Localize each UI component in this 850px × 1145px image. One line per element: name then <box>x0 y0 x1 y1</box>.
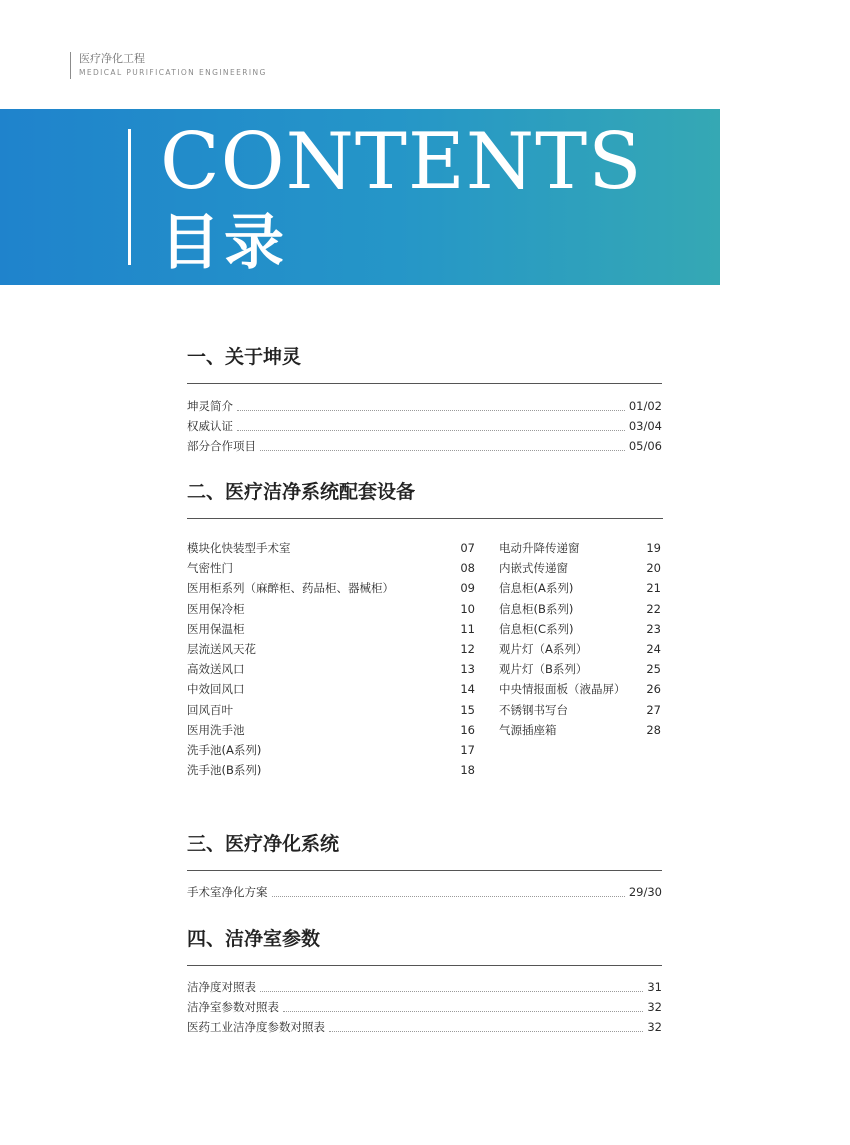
toc-row-page: 16 <box>460 722 475 737</box>
toc-row-label: 医用柜系列（麻醉柜、药品柜、器械柜） <box>187 581 394 596</box>
toc-row-label: 内嵌式传递窗 <box>499 561 568 576</box>
dot-leader <box>237 430 625 431</box>
toc-row-label: 回风百叶 <box>187 702 233 717</box>
toc-row[interactable] <box>499 720 661 740</box>
contents-banner <box>0 109 720 285</box>
toc-row-page: 28 <box>646 722 661 737</box>
toc-row-label: 层流送风天花 <box>187 642 256 657</box>
toc-row-page: 22 <box>646 601 661 616</box>
toc-row-page: 07 <box>460 541 475 556</box>
brand-name-en: MEDICAL PURIFICATION ENGINEERING <box>79 68 267 77</box>
toc-row-label: 洗手池(B系列) <box>187 763 262 778</box>
toc-list-equipment-left <box>187 538 475 780</box>
toc-row[interactable] <box>499 599 661 619</box>
dot-leader <box>260 991 643 992</box>
toc-row-page: 31 <box>647 980 662 994</box>
toc-row[interactable] <box>187 1019 662 1039</box>
dot-leader <box>260 450 625 451</box>
toc-row-label: 高效送风口 <box>187 662 245 677</box>
dot-leader <box>272 896 625 897</box>
toc-row[interactable] <box>187 679 475 699</box>
toc-row-label: 观片灯（B系列） <box>499 662 588 677</box>
dot-leader <box>329 1031 643 1032</box>
section-rule <box>187 518 663 519</box>
section-rule <box>187 383 662 384</box>
toc-row[interactable] <box>187 884 662 904</box>
toc-list-cleanroom <box>187 979 662 1039</box>
dot-leader <box>237 410 625 411</box>
toc-row[interactable] <box>187 659 475 679</box>
toc-row-page: 12 <box>460 642 475 657</box>
toc-row[interactable] <box>499 538 661 558</box>
toc-row[interactable] <box>187 558 475 578</box>
toc-row[interactable] <box>187 720 475 740</box>
toc-row[interactable] <box>499 619 661 639</box>
toc-row-label: 气密性门 <box>187 561 233 576</box>
toc-row-page: 32 <box>647 1000 662 1014</box>
toc-row-label: 权威认证 <box>187 419 233 433</box>
contents-title-cn: 目录 <box>160 208 288 278</box>
toc-row-label: 洁净室参数对照表 <box>187 1000 279 1014</box>
toc-row-label: 坤灵简介 <box>187 399 233 413</box>
toc-row-label: 医用保温柜 <box>187 621 245 636</box>
toc-row-page: 03/04 <box>628 419 662 433</box>
toc-row-page: 18 <box>460 763 475 778</box>
toc-row[interactable] <box>187 760 475 780</box>
toc-row-page: 24 <box>646 642 661 657</box>
section-heading-equipment: 二、医疗洁净系统配套设备 <box>187 481 416 503</box>
toc-row[interactable] <box>187 578 475 598</box>
toc-row[interactable] <box>187 619 475 639</box>
brand-header <box>70 52 267 79</box>
toc-row-page: 27 <box>646 702 661 717</box>
toc-row-label: 医用洗手池 <box>187 722 245 737</box>
toc-row[interactable] <box>499 679 661 699</box>
toc-row-page: 05/06 <box>628 439 662 453</box>
section-rule <box>187 965 662 966</box>
toc-row-label: 气源插座箱 <box>499 722 557 737</box>
toc-row-page: 21 <box>646 581 661 596</box>
toc-row-label: 洗手池(A系列) <box>187 742 262 757</box>
toc-row-label: 医用保冷柜 <box>187 601 245 616</box>
toc-row-page: 26 <box>646 682 661 697</box>
toc-row-page: 25 <box>646 662 661 677</box>
toc-row-label: 医药工业洁净度参数对照表 <box>187 1020 325 1034</box>
section-heading-cleanroom: 四、洁净室参数 <box>187 928 321 950</box>
toc-row-page: 15 <box>460 702 475 717</box>
toc-row[interactable] <box>187 599 475 619</box>
toc-row-page: 09 <box>460 581 475 596</box>
toc-row-label: 不锈钢书写台 <box>499 702 568 717</box>
toc-row[interactable] <box>187 639 475 659</box>
toc-row[interactable] <box>187 398 662 418</box>
toc-row[interactable] <box>187 700 475 720</box>
dot-leader <box>283 1011 643 1012</box>
toc-row[interactable] <box>187 418 662 438</box>
toc-row-label: 手术室净化方案 <box>187 885 268 899</box>
toc-list-about <box>187 398 662 458</box>
toc-row-label: 部分合作项目 <box>187 439 256 453</box>
toc-list-purification <box>187 884 662 904</box>
toc-row[interactable] <box>187 438 662 458</box>
toc-row[interactable] <box>187 538 475 558</box>
toc-row-label: 信息柜(B系列) <box>499 601 574 616</box>
toc-row-label: 信息柜(A系列) <box>499 581 574 596</box>
toc-row[interactable] <box>187 999 662 1019</box>
toc-row-page: 11 <box>460 621 475 636</box>
toc-row-label: 观片灯（A系列） <box>499 642 588 657</box>
toc-row[interactable] <box>499 700 661 720</box>
toc-row-page: 13 <box>460 662 475 677</box>
toc-row[interactable] <box>187 979 662 999</box>
toc-row[interactable] <box>187 740 475 760</box>
toc-row-page: 14 <box>460 682 475 697</box>
toc-row[interactable] <box>499 578 661 598</box>
toc-row-page: 01/02 <box>628 399 662 413</box>
section-heading-purification: 三、医疗净化系统 <box>187 833 340 855</box>
toc-row-label: 中央情报面板（液晶屏） <box>499 682 626 697</box>
toc-row-label: 模块化快装型手术室 <box>187 541 291 556</box>
contents-title-en: CONTENTS <box>160 117 643 207</box>
toc-row-page: 19 <box>646 541 661 556</box>
toc-row-label: 中效回风口 <box>187 682 245 697</box>
toc-row-page: 08 <box>460 561 475 576</box>
toc-row-page: 10 <box>460 601 475 616</box>
toc-row-label: 洁净度对照表 <box>187 980 256 994</box>
toc-row-page: 32 <box>647 1020 662 1034</box>
banner-divider <box>128 129 131 265</box>
toc-row-label: 信息柜(C系列) <box>499 621 574 636</box>
toc-list-equipment-right <box>499 538 661 740</box>
toc-row-page: 29/30 <box>628 885 662 899</box>
toc-row-page: 20 <box>646 561 661 576</box>
toc-row-page: 23 <box>646 621 661 636</box>
toc-row[interactable] <box>499 558 661 578</box>
brand-name-cn: 医疗净化工程 <box>79 52 145 65</box>
section-rule <box>187 870 662 871</box>
section-heading-about: 一、关于坤灵 <box>187 346 302 368</box>
toc-row-page: 17 <box>460 742 475 757</box>
toc-row[interactable] <box>499 659 661 679</box>
toc-row[interactable] <box>499 639 661 659</box>
toc-row-label: 电动升降传递窗 <box>499 541 580 556</box>
